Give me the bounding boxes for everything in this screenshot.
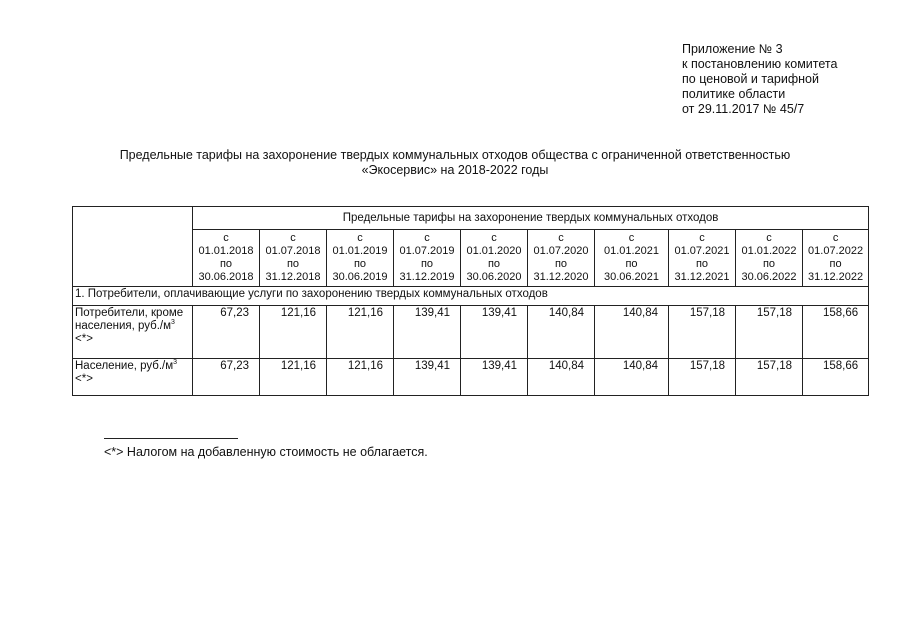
period-to: 31.12.2021 bbox=[674, 271, 730, 283]
period-cell bbox=[736, 230, 803, 287]
row-note-marker: <*> bbox=[75, 333, 93, 345]
row-label-text: Потребители, кроме населения, руб./м bbox=[75, 307, 184, 332]
section-row bbox=[73, 287, 869, 306]
period-to-word: по bbox=[420, 258, 434, 270]
tariff-value: 121,16 bbox=[260, 306, 327, 359]
period-to-word: по bbox=[487, 258, 501, 270]
title-line-2: «Экосервис» на 2018-2022 годы bbox=[361, 163, 549, 177]
period-from-word: с bbox=[491, 232, 497, 244]
tariff-value: 157,18 bbox=[669, 359, 736, 396]
period-cell bbox=[327, 230, 394, 287]
appendix-line: по ценовой и тарифной bbox=[682, 72, 819, 86]
period-from: 01.01.2018 bbox=[198, 245, 254, 257]
period-to-word: по bbox=[829, 258, 842, 270]
tariff-value: 139,41 bbox=[461, 359, 528, 396]
period-to: 31.12.2022 bbox=[808, 271, 864, 283]
table-row bbox=[73, 359, 869, 396]
period-from: 01.07.2018 bbox=[265, 245, 321, 257]
row-note-marker: <*> bbox=[75, 373, 93, 385]
period-from: 01.01.2019 bbox=[332, 245, 388, 257]
tariff-value: 140,84 bbox=[595, 359, 669, 396]
period-from: 01.01.2020 bbox=[466, 245, 522, 257]
row-label bbox=[73, 306, 193, 359]
tariff-value: 121,16 bbox=[327, 306, 394, 359]
period-from-word: с bbox=[832, 232, 839, 244]
unit-superscript: 3 bbox=[171, 319, 175, 327]
appendix-line: от 29.11.2017 № 45/7 bbox=[682, 102, 805, 116]
row-label bbox=[73, 359, 193, 396]
period-to-word: по bbox=[219, 258, 233, 270]
table-row bbox=[73, 306, 869, 359]
period-from-word: с bbox=[223, 232, 229, 244]
tariff-value: 139,41 bbox=[461, 306, 528, 359]
period-from-word: с bbox=[628, 232, 635, 244]
period-from: 01.07.2022 bbox=[808, 245, 864, 257]
period-cell bbox=[193, 230, 260, 287]
period-from-word: с bbox=[357, 232, 363, 244]
unit-superscript: 3 bbox=[173, 359, 178, 367]
period-from-word: с bbox=[558, 232, 564, 244]
row-label-text: Население, руб./м bbox=[75, 360, 174, 372]
period-to: 31.12.2019 bbox=[399, 271, 455, 283]
period-from-word: с bbox=[766, 232, 772, 244]
tariff-value: 157,18 bbox=[669, 306, 736, 359]
period-to-word: по bbox=[625, 258, 638, 270]
tariff-value: 67,23 bbox=[193, 306, 260, 359]
period-from: 01.07.2021 bbox=[674, 245, 730, 257]
document-title bbox=[60, 148, 850, 178]
corner-cell bbox=[73, 207, 193, 287]
tariff-value: 158,66 bbox=[803, 359, 869, 396]
tariff-value: 139,41 bbox=[394, 306, 461, 359]
tariff-value: 158,66 bbox=[803, 306, 869, 359]
tariff-value: 67,23 bbox=[193, 359, 260, 396]
period-to: 31.12.2018 bbox=[265, 271, 321, 283]
period-cell bbox=[528, 230, 595, 287]
period-cell bbox=[394, 230, 461, 287]
period-from: 01.07.2019 bbox=[399, 245, 455, 257]
tariff-value: 157,18 bbox=[736, 359, 803, 396]
section-label: 1. Потребители, оплачивающие услуги по захоронению твердых коммунальных отходов bbox=[73, 287, 869, 306]
appendix-line: к постановлению комитета bbox=[682, 57, 838, 71]
period-from: 01.01.2021 bbox=[603, 245, 660, 257]
period-from: 01.07.2020 bbox=[533, 245, 589, 257]
footnote: <*> Налогом на добавленную стоимость не облагается. bbox=[104, 445, 428, 459]
period-from-word: с bbox=[699, 232, 705, 244]
period-to-word: по bbox=[554, 258, 568, 270]
tariff-value: 121,16 bbox=[327, 359, 394, 396]
period-cell bbox=[669, 230, 736, 287]
period-to-word: по bbox=[286, 258, 300, 270]
period-to: 30.06.2019 bbox=[332, 271, 388, 283]
appendix-line: политике области bbox=[682, 87, 786, 101]
tariff-value: 157,18 bbox=[736, 306, 803, 359]
period-from-word: с bbox=[290, 232, 296, 244]
footnote-divider bbox=[104, 438, 238, 439]
tariff-value: 139,41 bbox=[394, 359, 461, 396]
appendix-block bbox=[682, 42, 837, 117]
period-from: 01.01.2022 bbox=[741, 245, 797, 257]
period-from-word: с bbox=[424, 232, 430, 244]
period-to-word: по bbox=[695, 258, 709, 270]
period-cell bbox=[461, 230, 528, 287]
period-to: 30.06.2018 bbox=[198, 271, 254, 283]
tariff-table bbox=[72, 206, 869, 396]
period-to: 30.06.2021 bbox=[603, 271, 660, 283]
tariff-value: 121,16 bbox=[260, 359, 327, 396]
period-to-word: по bbox=[762, 258, 776, 270]
period-cell bbox=[260, 230, 327, 287]
period-to: 30.06.2022 bbox=[741, 271, 797, 283]
title-line-1: Предельные тарифы на захоронение твердых коммунальных отходов общества с ограниченной ответственностью bbox=[119, 148, 791, 162]
tariff-value: 140,84 bbox=[595, 306, 669, 359]
period-cell bbox=[803, 230, 869, 287]
period-to: 31.12.2020 bbox=[533, 271, 589, 283]
period-to-word: по bbox=[353, 258, 367, 270]
appendix-line: Приложение № 3 bbox=[682, 42, 783, 56]
period-to: 30.06.2020 bbox=[466, 271, 522, 283]
tariff-value: 140,84 bbox=[528, 306, 595, 359]
period-cell bbox=[595, 230, 669, 287]
tariff-value: 140,84 bbox=[528, 359, 595, 396]
table-header: Предельные тарифы на захоронение твердых коммунальных отходов bbox=[193, 207, 869, 230]
period-header-row bbox=[73, 230, 869, 287]
